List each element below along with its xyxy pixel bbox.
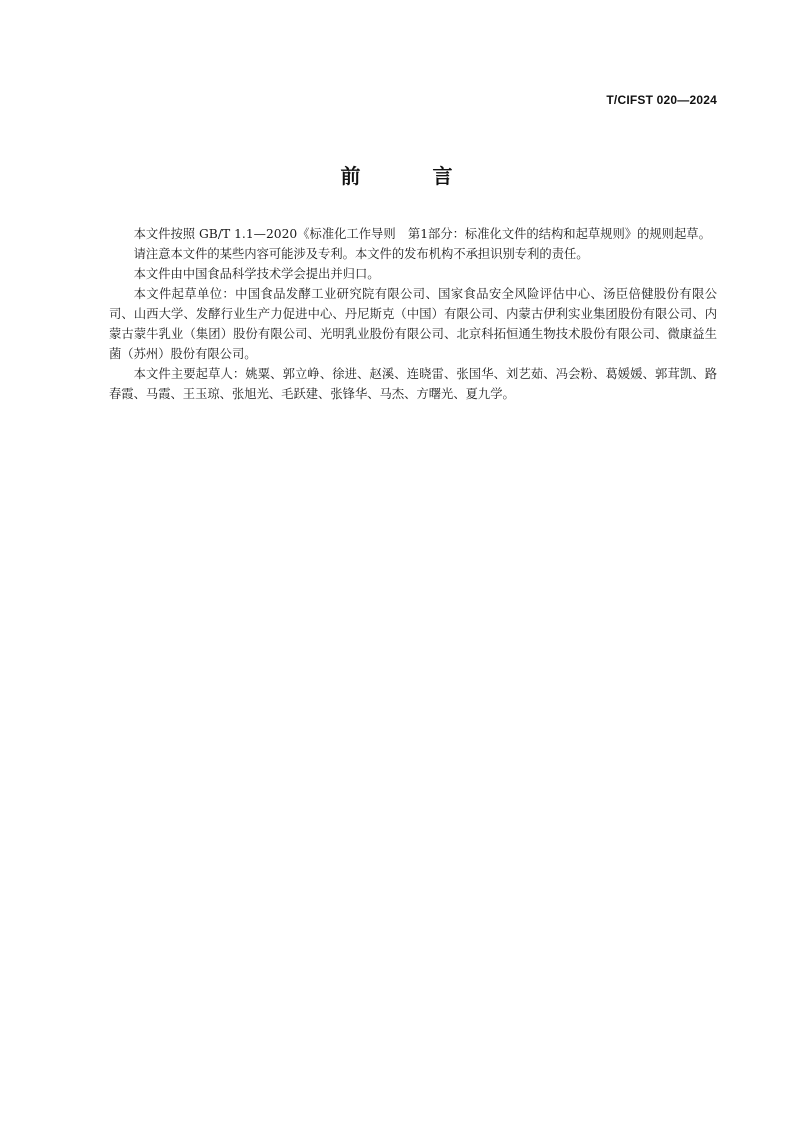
paragraph-drafters: 本文件主要起草人：姚粟、郭立峥、徐进、赵溪、连晓雷、张国华、刘艺茹、冯会粉、葛媛媛、郭茸凯、路春霞、马霞、王玉琼、张旭光、毛跃建、张锋华、马杰、方曙光、夏九学。 [109, 367, 717, 401]
paragraph-drafting-units: 本文件起草单位：中国食品发酵工业研究院有限公司、国家食品安全风险评估中心、汤臣倍健股份有限公司、山西大学、发酵行业生产力促进中心、丹尼斯克（中国）有限公司、内蒙古伊利实业集团股份有限公司、内蒙古蒙牛乳业（集团）股份有限公司、光明乳业股份有限公司、北京科拓恒通生物技术股份有限公司、微康益生菌（苏州）股份有限公司。 [109, 287, 717, 361]
paragraph-proposer: 本文件由中国食品科学技术学会提出并归口。 [133, 267, 380, 281]
page-title: 前 言 [340, 164, 479, 188]
paragraph-patent-notice: 请注意本文件的某些内容可能涉及专利。本文件的发布机构不承担识别专利的责任。 [133, 247, 589, 261]
foreword-body [109, 224, 717, 404]
paragraph-drafting-rules: 本文件按照 GB/T 1.1—2020《标准化工作导则 第1部分：标准化文件的结构和起草规则》的规则起草。 [133, 227, 711, 241]
document-code: T/CIFST 020—2024 [606, 93, 717, 107]
